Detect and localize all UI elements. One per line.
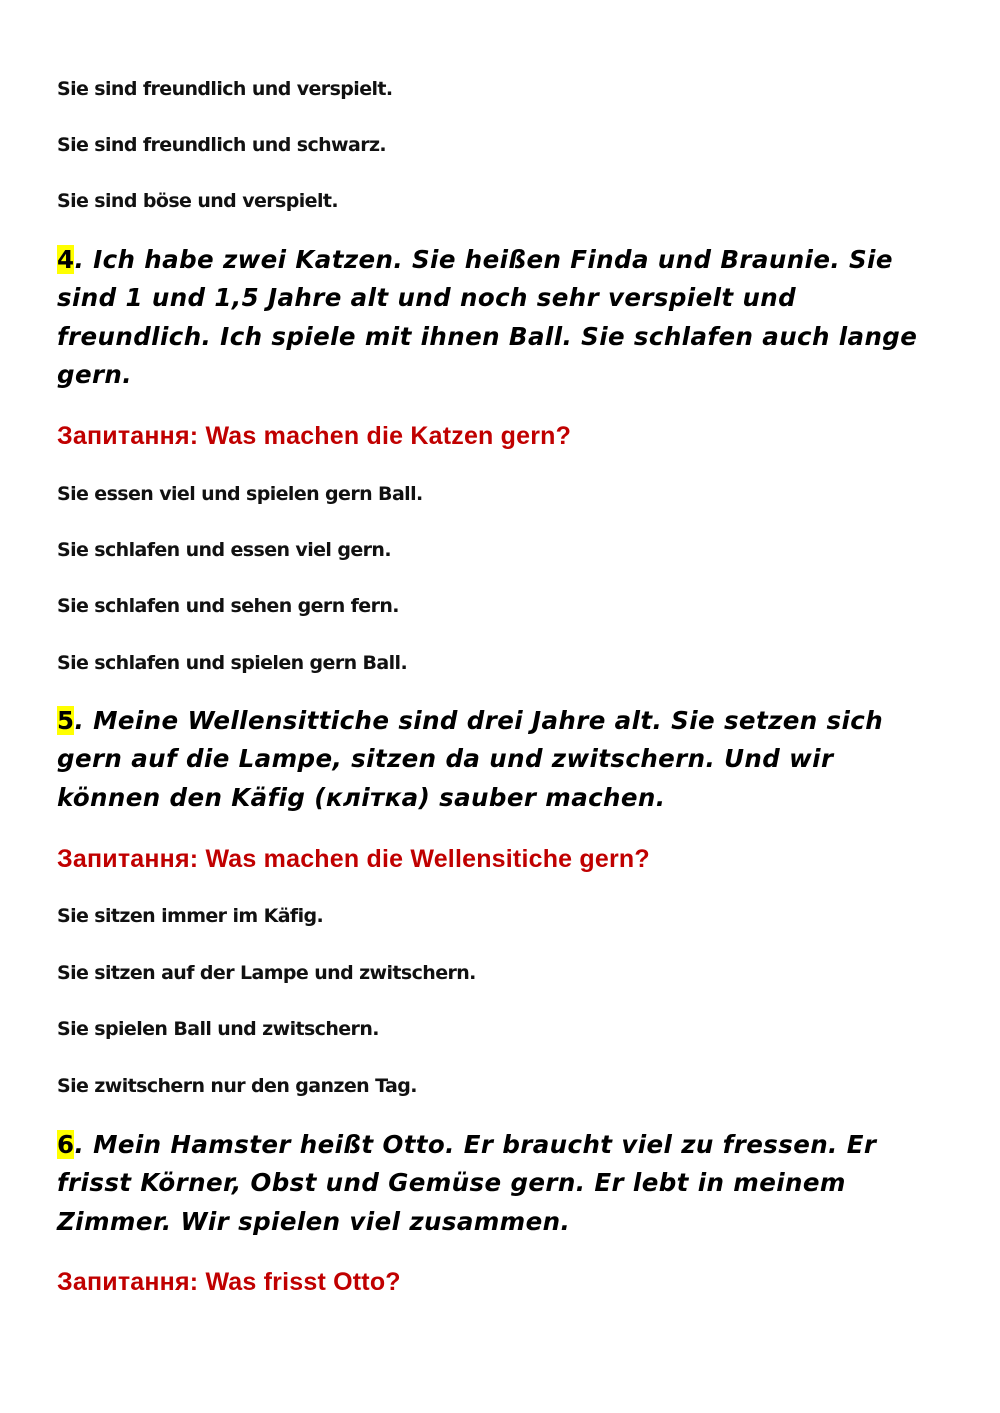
task-text-line: freundlich. Ich spiele mit ihnen Ball. Sie schlafen auch lange (57, 321, 918, 351)
task-4-text (57, 241, 957, 394)
answer-option[interactable]: Sie sind freundlich und verspielt. (57, 78, 393, 100)
task-text-line: sind 1 und 1,5 Jahre alt und noch sehr verspielt und (57, 283, 797, 313)
answer-option[interactable]: Sie sind böse und verspielt. (57, 190, 338, 212)
task-text-line: können den Käfig (клітка) sauber machen. (57, 782, 666, 812)
answer-option[interactable]: Sie schlafen und sehen gern fern. (57, 595, 399, 617)
task-text-line: frisst Körner, Obst und Gemüse gern. Er lebt in meinem (57, 1168, 846, 1198)
answer-option[interactable]: Sie zwitschern nur den ganzen Tag. (57, 1075, 417, 1097)
task-number-6: 6 (57, 1130, 75, 1159)
task-text-line: gern auf die Lampe, sitzen da und zwitschern. Und wir (57, 744, 834, 774)
answer-option[interactable]: Sie essen viel und spielen gern Ball. (57, 483, 423, 505)
task-6-text (57, 1126, 957, 1241)
answer-option[interactable]: Sie schlafen und essen viel gern. (57, 539, 391, 561)
answer-option[interactable]: Sie sitzen auf der Lampe und zwitschern. (57, 962, 476, 984)
task-text-line: . Mein Hamster heißt Otto. Er braucht viel zu fressen. Er (74, 1130, 877, 1159)
task-text-line: . Ich habe zwei Katzen. Sie heißen Finda und Braunie. Sie (74, 245, 893, 274)
task-5-question: Запитання: Was machen die Wellensitiche gern? (57, 845, 650, 873)
task-5-text (57, 702, 957, 817)
task-text-line: gern. (57, 359, 132, 389)
task-6-question: Запитання: Was frisst Otto? (57, 1268, 401, 1296)
answer-option[interactable]: Sie sind freundlich und schwarz. (57, 134, 387, 156)
task-text-line: . Meine Wellensittiche sind drei Jahre alt. Sie setzen sich (74, 706, 884, 735)
answer-option[interactable]: Sie spielen Ball und zwitschern. (57, 1018, 379, 1040)
task-4-question: Запитання: Was machen die Katzen gern? (57, 422, 572, 450)
answer-option[interactable]: Sie schlafen und spielen gern Ball. (57, 652, 408, 674)
answer-option[interactable]: Sie sitzen immer im Käfig. (57, 905, 324, 927)
task-text-line: Zimmer. Wir spielen viel zusammen. (57, 1206, 571, 1236)
task-number-4: 4 (57, 245, 75, 274)
task-number-5: 5 (57, 706, 75, 735)
